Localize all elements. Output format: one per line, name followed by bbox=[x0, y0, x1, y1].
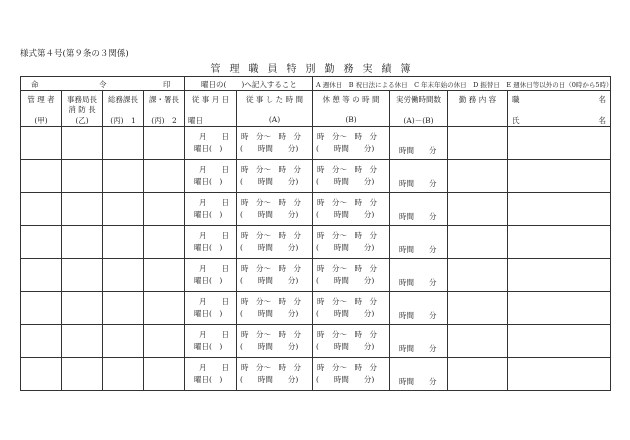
work-time-range: 時 分～ 時 分 bbox=[241, 132, 301, 141]
rest-duration: ( 時間 分) bbox=[316, 276, 375, 285]
header-actual-label: 実労働時間数 bbox=[396, 95, 441, 104]
month-day-text: 月 日 bbox=[199, 297, 229, 306]
legend-cell bbox=[313, 77, 611, 91]
actual-hours-text: 時間 分 bbox=[399, 344, 437, 353]
seal-ka-cell[interactable] bbox=[144, 127, 185, 160]
header-somu bbox=[103, 91, 144, 127]
weekday-text: 曜日( ) bbox=[194, 210, 223, 219]
seal-kanrisha-cell[interactable] bbox=[21, 358, 62, 391]
date-cell[interactable] bbox=[185, 226, 237, 259]
weekday-text: 曜日( ) bbox=[194, 375, 223, 384]
date-cell[interactable] bbox=[185, 160, 237, 193]
rest-duration: ( 時間 分) bbox=[316, 309, 375, 318]
rest-duration: ( 時間 分) bbox=[316, 210, 375, 219]
rest-time-range: 時 分～ 時 分 bbox=[317, 330, 377, 339]
rest-time-cell[interactable] bbox=[313, 259, 390, 292]
date-cell[interactable] bbox=[185, 325, 237, 358]
work-time-cell[interactable] bbox=[237, 292, 313, 325]
actual-hours-cell[interactable] bbox=[390, 358, 448, 391]
order-label-2: 令 bbox=[99, 80, 107, 89]
actual-hours-cell[interactable] bbox=[390, 292, 448, 325]
rest-time-range: 時 分～ 時 分 bbox=[317, 165, 377, 174]
seal-ka-cell[interactable] bbox=[144, 292, 185, 325]
rest-duration: ( 時間 分) bbox=[316, 177, 375, 186]
seal-somu-cell[interactable] bbox=[103, 292, 144, 325]
work-time-range: 時 分～ 時 分 bbox=[241, 297, 301, 306]
weekday-text: 曜日( ) bbox=[194, 243, 223, 252]
month-day-text: 月 日 bbox=[199, 363, 229, 372]
rest-time-range: 時 分～ 時 分 bbox=[317, 231, 377, 240]
actual-hours-text: 時間 分 bbox=[399, 245, 437, 254]
header-date bbox=[185, 91, 237, 127]
month-day-text: 月 日 bbox=[199, 165, 229, 174]
month-day-text: 月 日 bbox=[199, 231, 229, 240]
header-ka-sub: (丙) 2 bbox=[151, 116, 177, 125]
work-time-cell[interactable] bbox=[237, 127, 313, 160]
seal-jimukyoku-cell[interactable] bbox=[62, 292, 103, 325]
work-duration: ( 時間 分) bbox=[240, 276, 299, 285]
table-row bbox=[21, 292, 611, 325]
seal-jimukyoku-cell[interactable] bbox=[62, 193, 103, 226]
work-time-range: 時 分～ 時 分 bbox=[241, 231, 301, 240]
weekday-text: 曜日( ) bbox=[194, 309, 223, 318]
rest-time-cell[interactable] bbox=[313, 160, 390, 193]
work-time-cell[interactable] bbox=[237, 193, 313, 226]
seal-ka-cell[interactable] bbox=[144, 160, 185, 193]
seal-ka-cell[interactable] bbox=[144, 259, 185, 292]
header-jimukyoku-label-2: 消 防 長 bbox=[68, 105, 96, 114]
position-name-cell[interactable] bbox=[508, 160, 611, 193]
header-jimukyoku bbox=[62, 91, 103, 127]
rest-time-cell[interactable] bbox=[313, 193, 390, 226]
seal-ka-cell[interactable] bbox=[144, 325, 185, 358]
table-row bbox=[21, 193, 611, 226]
table-row bbox=[21, 160, 611, 193]
table-row bbox=[21, 358, 611, 391]
page-title: 管理職員特別勤務実績簿 bbox=[210, 64, 420, 75]
month-day-text: 月 日 bbox=[199, 132, 229, 141]
legend-text: A 週休日 B 祝日法による休日 C 年末年始の休日 D 振替日 E 週休日等以外の日（0時から5時） bbox=[316, 80, 613, 89]
header-shimei-right: 名 bbox=[598, 116, 606, 125]
rest-time-range: 時 分～ 時 分 bbox=[317, 297, 377, 306]
position-name-cell[interactable] bbox=[508, 226, 611, 259]
seal-somu-cell[interactable] bbox=[103, 358, 144, 391]
position-name-cell[interactable] bbox=[508, 193, 611, 226]
header-somu-sub: (丙) 1 bbox=[110, 116, 136, 125]
seal-jimukyoku-cell[interactable] bbox=[62, 358, 103, 391]
position-name-cell[interactable] bbox=[508, 358, 611, 391]
header-kanrisha-sub: (甲) bbox=[34, 116, 48, 125]
attendance-table bbox=[20, 76, 611, 391]
seal-jimukyoku-cell[interactable] bbox=[62, 127, 103, 160]
seal-jimukyoku-cell[interactable] bbox=[62, 226, 103, 259]
header-kanrisha bbox=[21, 91, 62, 127]
seal-somu-cell[interactable] bbox=[103, 127, 144, 160]
rest-time-cell[interactable] bbox=[313, 226, 390, 259]
header-work-time-sub: (A) bbox=[268, 115, 281, 124]
seal-jimukyoku-cell[interactable] bbox=[62, 160, 103, 193]
seal-kanrisha-cell[interactable] bbox=[21, 127, 62, 160]
actual-hours-cell[interactable] bbox=[390, 193, 448, 226]
work-content-cell[interactable] bbox=[448, 226, 508, 259]
rest-duration: ( 時間 分) bbox=[316, 243, 375, 252]
month-day-text: 月 日 bbox=[199, 330, 229, 339]
header-actual bbox=[390, 91, 448, 127]
table-row bbox=[21, 325, 611, 358]
header-shoku-right: 名 bbox=[598, 95, 606, 104]
position-name-cell[interactable] bbox=[508, 292, 611, 325]
table-row bbox=[21, 259, 611, 292]
instruction-text: 曜日の( )へ記入すること bbox=[201, 80, 297, 89]
work-time-range: 時 分～ 時 分 bbox=[241, 264, 301, 273]
date-cell[interactable] bbox=[185, 358, 237, 391]
rest-duration: ( 時間 分) bbox=[316, 144, 375, 153]
header-date-sub: 曜日 bbox=[188, 116, 203, 125]
rest-time-cell[interactable] bbox=[313, 325, 390, 358]
work-content-cell[interactable] bbox=[448, 259, 508, 292]
actual-hours-text: 時間 分 bbox=[399, 212, 437, 221]
header-jimukyoku-label-1: 事務局長 bbox=[67, 95, 97, 104]
seal-kanrisha-cell[interactable] bbox=[21, 259, 62, 292]
work-duration: ( 時間 分) bbox=[240, 243, 299, 252]
rest-time-range: 時 分～ 時 分 bbox=[317, 132, 377, 141]
actual-hours-cell[interactable] bbox=[390, 127, 448, 160]
rest-time-range: 時 分～ 時 分 bbox=[317, 363, 377, 372]
header-actual-sub: (A)－(B) bbox=[403, 116, 434, 125]
seal-kanrisha-cell[interactable] bbox=[21, 325, 62, 358]
rest-time-cell[interactable] bbox=[313, 127, 390, 160]
order-seal-cell bbox=[21, 77, 185, 91]
actual-hours-cell[interactable] bbox=[390, 160, 448, 193]
position-name-cell[interactable] bbox=[508, 325, 611, 358]
header-ka bbox=[144, 91, 185, 127]
seal-ka-cell[interactable] bbox=[144, 226, 185, 259]
work-content-cell[interactable] bbox=[448, 325, 508, 358]
actual-hours-cell[interactable] bbox=[390, 259, 448, 292]
work-time-cell[interactable] bbox=[237, 358, 313, 391]
work-time-range: 時 分～ 時 分 bbox=[241, 165, 301, 174]
table-row bbox=[21, 127, 611, 160]
work-content-cell[interactable] bbox=[448, 127, 508, 160]
actual-hours-text: 時間 分 bbox=[399, 278, 437, 287]
work-content-cell[interactable] bbox=[448, 358, 508, 391]
seal-kanrisha-cell[interactable] bbox=[21, 160, 62, 193]
header-work-time-label: 従 事 し た 時 間 bbox=[246, 95, 303, 104]
work-time-cell[interactable] bbox=[237, 160, 313, 193]
seal-jimukyoku-cell[interactable] bbox=[62, 325, 103, 358]
seal-somu-cell[interactable] bbox=[103, 226, 144, 259]
table-row bbox=[21, 226, 611, 259]
work-content-cell[interactable] bbox=[448, 160, 508, 193]
date-cell[interactable] bbox=[185, 127, 237, 160]
work-time-cell[interactable] bbox=[237, 259, 313, 292]
position-name-cell[interactable] bbox=[508, 259, 611, 292]
seal-somu-cell[interactable] bbox=[103, 325, 144, 358]
weekday-text: 曜日( ) bbox=[194, 276, 223, 285]
header-somu-label: 総務課長 bbox=[108, 95, 138, 104]
header-content bbox=[448, 91, 508, 127]
actual-hours-text: 時間 分 bbox=[399, 179, 437, 188]
work-content-cell[interactable] bbox=[448, 193, 508, 226]
seal-jimukyoku-cell[interactable] bbox=[62, 259, 103, 292]
weekday-text: 曜日( ) bbox=[194, 177, 223, 186]
header-jimukyoku-sub: (乙) bbox=[75, 116, 89, 125]
rest-time-cell[interactable] bbox=[313, 358, 390, 391]
month-day-text: 月 日 bbox=[199, 198, 229, 207]
actual-hours-text: 時間 分 bbox=[399, 377, 437, 386]
header-rest-label: 休 憩 等 の 時 間 bbox=[322, 95, 380, 104]
form-number: 様式第４号(第９条の３関係) bbox=[20, 49, 129, 59]
seal-label: 印 bbox=[163, 80, 171, 89]
rest-time-cell[interactable] bbox=[313, 292, 390, 325]
instruction-cell bbox=[185, 77, 313, 91]
date-cell[interactable] bbox=[185, 292, 237, 325]
header-date-label: 従 事 月 日 bbox=[191, 95, 230, 104]
header-shoku-left: 職 bbox=[512, 95, 520, 104]
header-name bbox=[508, 91, 611, 127]
header-work-time bbox=[237, 91, 313, 127]
seal-somu-cell[interactable] bbox=[103, 160, 144, 193]
actual-hours-text: 時間 分 bbox=[399, 311, 437, 320]
header-content-label: 勤 務 内 容 bbox=[458, 95, 497, 104]
rest-time-range: 時 分～ 時 分 bbox=[317, 198, 377, 207]
seal-somu-cell[interactable] bbox=[103, 259, 144, 292]
work-time-cell[interactable] bbox=[237, 325, 313, 358]
header-shimei-left: 氏 bbox=[512, 116, 520, 125]
work-duration: ( 時間 分) bbox=[240, 375, 299, 384]
seal-kanrisha-cell[interactable] bbox=[21, 292, 62, 325]
work-content-cell[interactable] bbox=[448, 292, 508, 325]
order-label-1: 命 bbox=[31, 80, 39, 89]
seal-kanrisha-cell[interactable] bbox=[21, 226, 62, 259]
seal-somu-cell[interactable] bbox=[103, 193, 144, 226]
work-time-range: 時 分～ 時 分 bbox=[241, 363, 301, 372]
month-day-text: 月 日 bbox=[199, 264, 229, 273]
header-rest-sub: (B) bbox=[345, 115, 357, 124]
work-duration: ( 時間 分) bbox=[240, 309, 299, 318]
work-duration: ( 時間 分) bbox=[240, 210, 299, 219]
work-time-cell[interactable] bbox=[237, 226, 313, 259]
work-duration: ( 時間 分) bbox=[240, 144, 299, 153]
seal-ka-cell[interactable] bbox=[144, 193, 185, 226]
date-cell[interactable] bbox=[185, 259, 237, 292]
work-duration: ( 時間 分) bbox=[240, 342, 299, 351]
work-time-range: 時 分～ 時 分 bbox=[241, 330, 301, 339]
actual-hours-text: 時間 分 bbox=[399, 146, 437, 155]
actual-hours-cell[interactable] bbox=[390, 325, 448, 358]
work-time-range: 時 分～ 時 分 bbox=[241, 198, 301, 207]
weekday-text: 曜日( ) bbox=[194, 144, 223, 153]
seal-ka-cell[interactable] bbox=[144, 358, 185, 391]
rest-duration: ( 時間 分) bbox=[316, 375, 375, 384]
seal-kanrisha-cell[interactable] bbox=[21, 193, 62, 226]
date-cell[interactable] bbox=[185, 193, 237, 226]
header-rest bbox=[313, 91, 390, 127]
rest-time-range: 時 分～ 時 分 bbox=[317, 264, 377, 273]
table-body bbox=[21, 127, 611, 391]
position-name-cell[interactable] bbox=[508, 127, 611, 160]
header-kanrisha-label: 管 理 者 bbox=[27, 95, 55, 104]
rest-duration: ( 時間 分) bbox=[316, 342, 375, 351]
work-duration: ( 時間 分) bbox=[240, 177, 299, 186]
weekday-text: 曜日( ) bbox=[194, 342, 223, 351]
actual-hours-cell[interactable] bbox=[390, 226, 448, 259]
header-ka-label: 課・署長 bbox=[149, 95, 179, 104]
